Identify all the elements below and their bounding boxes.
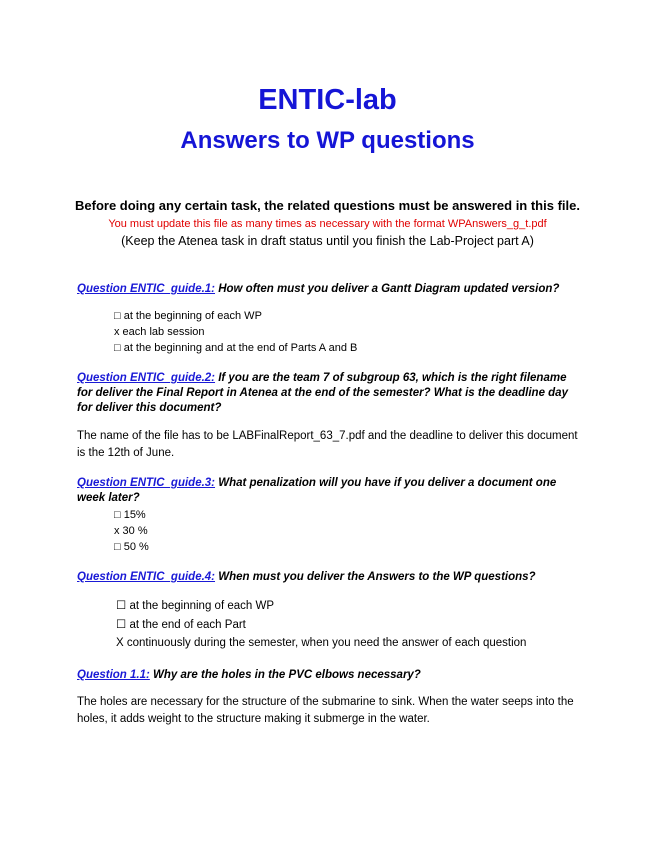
question-1-text: How often must you deliver a Gantt Diagram updated version? [215,283,560,295]
option-15-percent[interactable]: □ 15% [114,509,146,521]
question-3-link[interactable]: Question ENTIC_guide.3: [77,477,216,489]
question-4-options [116,597,526,653]
question-1-1-text: Why are the holes in the PVC elbows necessary? [149,669,421,681]
intro-format-note: You must update this file as many times as necessary with the format WPAnswers_g_t.pdf [108,218,547,230]
question-4 [77,570,582,585]
question-1-options [114,308,357,356]
question-2-text: If you are the team 7 of subgroup 63, which is the right filename for deliver the Final Report in Atenea at the end of the semester? What is the deadline day for deliver this document? [77,372,568,414]
question-3-options [114,507,149,555]
option-30-percent[interactable]: x 30 % [114,525,148,537]
question-2 [77,371,582,416]
answer-2: The name of the file has to be LABFinalReport_63_7.pdf and the deadline to deliver this document is the 12th of June. [77,430,578,459]
option-end-each-part[interactable]: ☐ at the end of each Part [116,618,246,631]
question-4-text: When must you deliver the Answers to the WP questions? [215,571,536,583]
question-3 [77,476,582,506]
answer-1-1: The holes are necessary for the structure of the submarine to sink. When the water seeps into the holes, it adds weight to the structure making it submerge in the water. [77,696,574,725]
option-50-percent[interactable]: □ 50 % [114,541,149,553]
question-3-text: What penalization will you have if you deliver a document one week later? [77,477,557,504]
question-1 [77,282,582,297]
option-beginning-each-wp[interactable]: ☐ at the beginning of each WP [116,600,274,612]
question-4-link[interactable]: Question ENTIC_guide.4: [77,571,216,583]
document-title: ENTIC-lab [258,84,397,116]
option-each-lab-session[interactable]: x each lab session [114,326,205,338]
option-each-wp[interactable]: □ at the beginning of each WP [114,310,262,322]
option-continuously[interactable]: X continuously during the semester, when you need the answer of each question [116,637,527,649]
intro-draft-note: (Keep the Atenea task in draft status until you finish the Lab-Project part A) [121,234,534,248]
question-2-link[interactable]: Question ENTIC_guide.2: [77,372,216,384]
option-parts-a-b[interactable]: □ at the beginning and at the end of Parts A and B [114,342,358,354]
intro-instruction: Before doing any certain task, the related questions must be answered in this file. [75,198,580,213]
question-1-1 [77,668,582,683]
question-1-link[interactable]: Question ENTIC_guide.1: [77,283,216,295]
document-subtitle: Answers to WP questions [180,127,475,154]
question-1-1-link[interactable]: Question 1.1: [77,669,150,681]
